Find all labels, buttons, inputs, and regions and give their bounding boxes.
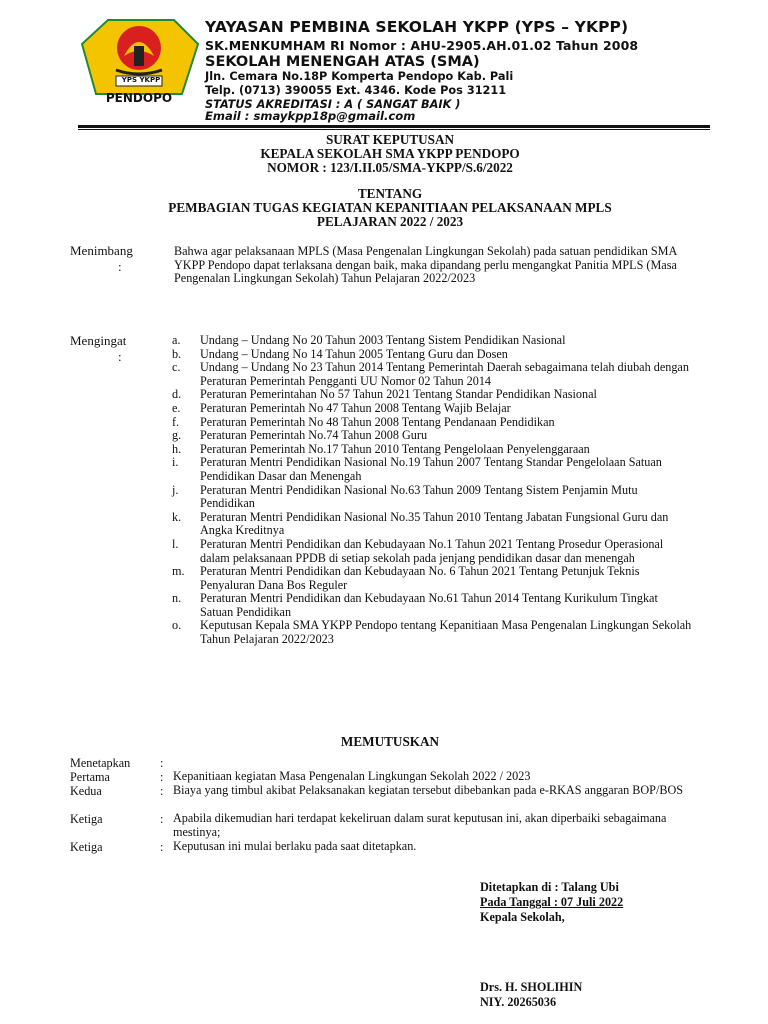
list-item: e. Peraturan Pemerintah No 47 Tahun 2008 Tentang Wajib Belajar (172, 400, 511, 415)
logo-caption: PENDOPO (105, 91, 173, 105)
menimbang-colon: : (118, 259, 122, 274)
sign-role: Kepala Sekolah, (480, 910, 565, 924)
doc-about: TENTANG (357, 186, 423, 201)
list-item: b. Undang – Undang No 14 Tahun 2005 Tentang Guru dan Dosen (172, 346, 508, 361)
decision-colon: : (160, 840, 164, 854)
decision-text: Kepanitiaan kegiatan Masa Pengenalan Lingkungan Sekolah 2022 / 2023 (173, 769, 531, 783)
foundation-name: YAYASAN PEMBINA SEKOLAH YKPP (YPS – YKPP) (205, 18, 629, 36)
list-item: g. Peraturan Pemerintah No.74 Tahun 2008 Guru (172, 428, 428, 443)
list-item: h. Peraturan Pemerintah No.17 Tahun 2010 Tentang Pengelolaan Penyelenggaraan (172, 441, 590, 456)
phone: Telp. (0713) 390055 Ext. 4346. Kode Pos 31211 (205, 84, 507, 97)
menimbang-label: Menimbang (70, 243, 133, 258)
decision-label: Ketiga (70, 812, 103, 826)
school-name: SEKOLAH MENENGAH ATAS (SMA) (205, 54, 480, 70)
list-item: i. Peraturan Mentri Pendidikan Nasional No.19 Tahun 2007 Tentang Standar Pengelolaan Satuan Pendidikan Dasar dan Menengah (172, 455, 662, 483)
sign-place: Ditetapkan di : Talang Ubi (480, 880, 619, 894)
doc-number: NOMOR : 123/I.II.05/SMA-YKPP/S.6/2022 (267, 160, 513, 175)
mengingat-label: Mengingat (70, 333, 127, 348)
header-rule-thin (78, 129, 710, 130)
list-item: f. Peraturan Pemerintah No 48 Tahun 2008 Tentang Pendanaan Pendidikan (172, 414, 555, 429)
accreditation: STATUS AKREDITASI : A ( SANGAT BAIK ) (205, 98, 461, 111)
sign-niy: NIY. 20265036 (480, 995, 557, 1009)
header-rule-thick (78, 125, 710, 128)
mengingat-list (172, 334, 692, 647)
list-item: l. Peraturan Mentri Pendidikan dan Kebudayaan No.1 Tahun 2021 Tentang Prosedur Operasional dalam pelaksanaan PPDB di setiap sekolah pada jenjang pendidikan dasar dan menengah (172, 536, 664, 565)
list-item: c. Undang – Undang No 23 Tahun 2014 Tentang Pemerintah Daerah sebagaimana telah diubah dengan Peraturan Pemerintah Pengganti UU Nomor 02 Tahun 2014 (172, 360, 689, 388)
doc-subject: PEMBAGIAN TUGAS KEGIATAN KEPANITIAAN PELAKSANAAN MPLS (168, 200, 612, 215)
list-item: n. Peraturan Mentri Pendidikan dan Kebudayaan No.61 Tahun 2014 Tentang Kurikulum Tingkat Satuan Pendidikan (172, 591, 658, 619)
decision-text: Apabila dikemudian hari terdapat kekeliruan dalam surat keputusan ini, akan diperbaiki sebagaimana mestinya; (173, 811, 667, 839)
email: Email : smaykpp18p@gmail.com (205, 109, 416, 123)
decision-label: Pertama (70, 770, 110, 784)
doc-subject-year: PELAJARAN 2022 / 2023 (316, 214, 464, 229)
decision-colon: : (160, 812, 164, 826)
list-item: o. Keputusan Kepala SMA YKPP Pendopo tentang Kepanitiaan Masa Pengenalan Lingkungan Sekolah Tahun Pelajaran 2022/2023 (172, 618, 692, 647)
doc-issuer: KEPALA SEKOLAH SMA YKPP PENDOPO (260, 146, 520, 161)
mengingat-colon: : (118, 349, 122, 364)
sk-number: SK.MENKUMHAM RI Nomor : AHU-2905.AH.01.02 Tahun 2008 (205, 38, 639, 53)
decision-text: Keputusan ini mulai berlaku pada saat ditetapkan. (173, 839, 417, 853)
list-item: k. Peraturan Mentri Pendidikan Nasional No.35 Tahun 2010 Tentang Jabatan Fungsional Guru dan Angka Kreditnya (172, 509, 669, 538)
school-logo (78, 18, 200, 108)
decision-colon: : (160, 770, 164, 784)
list-item: a. Undang – Undang No 20 Tahun 2003 Tentang Sistem Pendidikan Nasional (172, 333, 566, 347)
menimbang-text: Bahwa agar pelaksanaan MPLS (Masa Pengenalan Lingkungan Sekolah) pada satuan pendidikan SMA YKPP Pendopo dapat terlaksana dengan baik, maka dipandang perlu mengangkat Panitia MPLS (Masa Pengenalan Lingkungan Sekolah) Tahun Pelajaran 2022/2023 (174, 244, 677, 285)
memutuskan-heading: MEMUTUSKAN (340, 734, 440, 749)
logo-text: YPS YKPP (121, 76, 161, 84)
decision-label: Ketiga (70, 840, 103, 854)
decision-label: Kedua (70, 784, 102, 798)
decision-label: Menetapkan (70, 756, 131, 770)
sign-date: Pada Tanggal : 07 Juli 2022 (480, 895, 624, 909)
doc-title: SURAT KEPUTUSAN (325, 132, 455, 147)
list-item: j. Peraturan Mentri Pendidikan Nasional No.63 Tahun 2009 Tentang Sistem Penjamin Mutu Pendidikan (172, 482, 638, 511)
list-item: d. Peraturan Pemerintahan No 57 Tahun 2021 Tentang Standar Pendidikan Nasional (172, 387, 597, 402)
list-item: m. Peraturan Mentri Pendidikan dan Kebudayaan No. 6 Tahun 2021 Tentang Petunjuk Teknis Penyaluran Dana Bos Reguler (172, 564, 640, 592)
decision-colon: : (160, 784, 164, 798)
sign-name: Drs. H. SHOLIHIN (480, 980, 583, 994)
address: Jln. Cemara No.18P Komperta Pendopo Kab. Pali (205, 70, 514, 83)
decision-text: Biaya yang timbul akibat Pelaksanakan kegiatan tersebut dibebankan pada e-RKAS anggaran BOP/BOS (173, 783, 684, 797)
decision-colon: : (160, 756, 164, 770)
